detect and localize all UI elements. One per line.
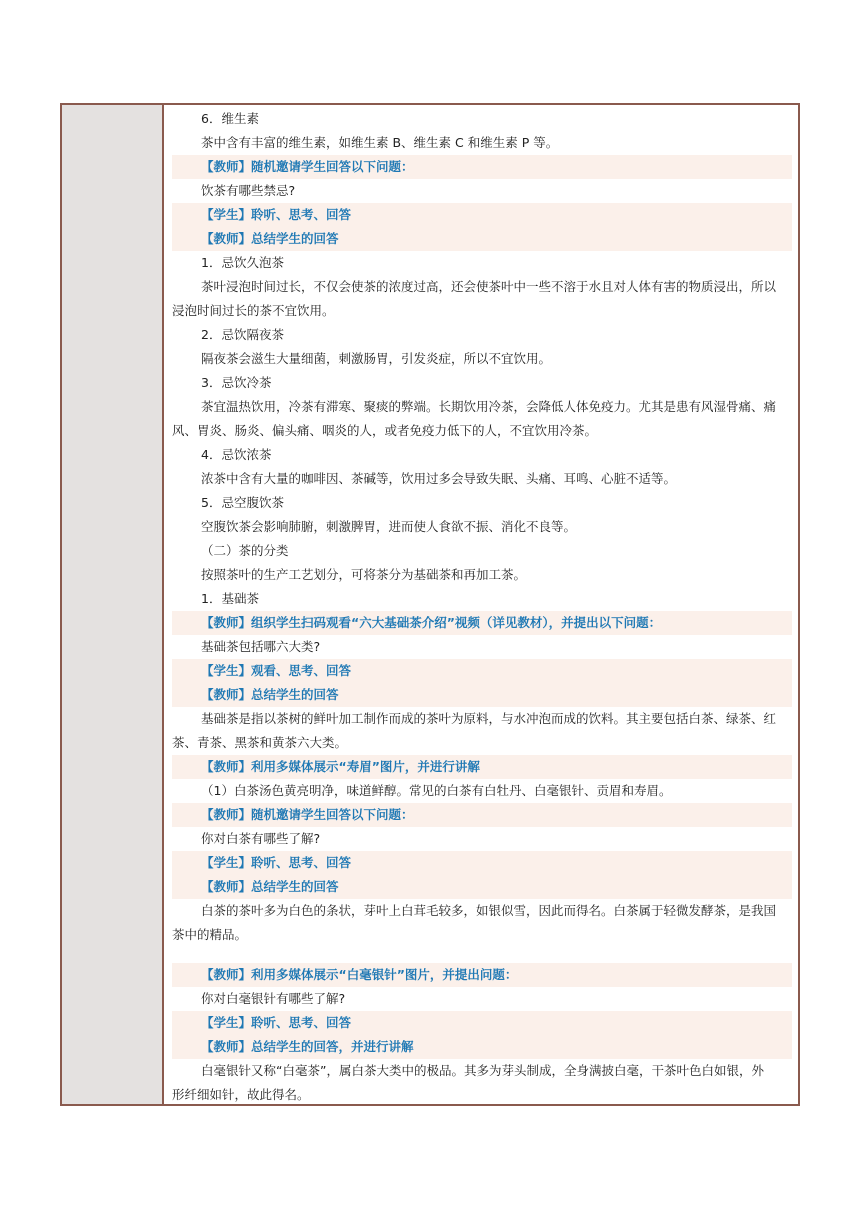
text-line: 你对白茶有哪些了解? (201, 831, 321, 846)
text-line: 茶、青茶、黑茶和黄茶六大类。 (172, 735, 348, 750)
text-line: 浓茶中含有大量的咖啡因、茶碱等，饮用过多会导致失眠、头痛、耳鸣、心脏不适等。 (201, 471, 677, 486)
teacher-student-prompt: 【学生】聆听、思考、回答 (172, 851, 792, 875)
teacher-student-prompt: 【教师】随机邀请学生回答以下问题： (172, 803, 792, 827)
text-line: 饮茶有哪些禁忌? (201, 183, 296, 198)
text-line: 风、胃炎、肠炎、偏头痛、咽炎的人，或者免疫力低下的人，不宜饮用冷茶。 (172, 423, 598, 438)
text-line: 白毫银针又称“白毫茶”，属白茶大类中的极品。其多为芽头制成，全身满披白毫，干茶叶色白如银，外 (201, 1063, 764, 1078)
teacher-student-prompt: 【教师】总结学生的回答 (172, 683, 792, 707)
text-line: 1．忌饮久泡茶 (201, 255, 284, 270)
teacher-student-prompt: 【教师】总结学生的回答 (172, 875, 792, 899)
text-line: （二）茶的分类 (201, 543, 289, 558)
text-line: 3．忌饮冷茶 (201, 375, 272, 390)
text-line: 白茶的茶叶多为白色的条状，芽叶上白茸毛较多，如银似雪，因此而得名。白茶属于轻微发酵茶，是我国 (201, 903, 777, 918)
text-line: 基础茶包括哪六大类? (201, 639, 321, 654)
content-cell (166, 105, 798, 1104)
text-line: 5．忌空腹饮茶 (201, 495, 284, 510)
text-line: 按照茶叶的生产工艺划分，可将茶分为基础茶和再加工茶。 (201, 567, 527, 582)
text-line: 基础茶是指以茶树的鲜叶加工制作而成的茶叶为原料，与水冲泡而成的饮料。其主要包括白茶、绿茶、红 (201, 711, 777, 726)
lesson-table (60, 103, 800, 1106)
teacher-student-prompt: 【教师】总结学生的回答 (172, 227, 792, 251)
teacher-student-prompt: 【教师】利用多媒体展示“寿眉”图片，并进行讲解 (172, 755, 792, 779)
teacher-student-prompt: 【学生】观看、思考、回答 (172, 659, 792, 683)
teacher-student-prompt: 【教师】随机邀请学生回答以下问题： (172, 155, 792, 179)
text-line: 茶叶浸泡时间过长，不仅会使茶的浓度过高，还会使茶叶中一些不溶于水且对人体有害的物质浸出，所以 (201, 279, 777, 294)
text-line: 4．忌饮浓茶 (201, 447, 272, 462)
text-line: 茶宜温热饮用，冷茶有滞寒、聚痰的弊端。长期饮用冷茶，会降低人体免疫力。尤其是患有风湿骨痛、痛 (201, 399, 777, 414)
text-line: 隔夜茶会滋生大量细菌，刺激肠胃，引发炎症，所以不宜饮用。 (201, 351, 552, 366)
teacher-student-prompt: 【学生】聆听、思考、回答 (172, 203, 792, 227)
text-line: 2．忌饮隔夜茶 (201, 327, 284, 342)
text-line: 6．维生素 (201, 111, 259, 126)
text-line: 浸泡时间过长的茶不宜饮用。 (172, 303, 335, 318)
left-column (62, 105, 164, 1104)
text-line: 形纤细如针，故此得名。 (172, 1087, 310, 1102)
text-line: 空腹饮茶会影响肺腑，刺激脾胃，进而使人食欲不振、消化不良等。 (201, 519, 577, 534)
text-line: 茶中的精品。 (172, 927, 248, 942)
teacher-student-prompt: 【教师】利用多媒体展示“白毫银针”图片，并提出问题： (172, 963, 792, 987)
teacher-student-prompt: 【教师】组织学生扫码观看“六大基础茶介绍”视频（详见教材），并提出以下问题： (172, 611, 792, 635)
teacher-student-prompt: 【学生】聆听、思考、回答 (172, 1011, 792, 1035)
text-line: 茶中含有丰富的维生素，如维生素 B、维生素 C 和维生素 P 等。 (201, 135, 559, 150)
text-line: （1）白茶汤色黄亮明净，味道鲜醇。常见的白茶有白牡丹、白毫银针、贡眉和寿眉。 (201, 783, 672, 798)
teacher-student-prompt: 【教师】总结学生的回答，并进行讲解 (172, 1035, 792, 1059)
text-line: 1．基础茶 (201, 591, 259, 606)
text-line: 你对白毫银针有哪些了解? (201, 991, 346, 1006)
